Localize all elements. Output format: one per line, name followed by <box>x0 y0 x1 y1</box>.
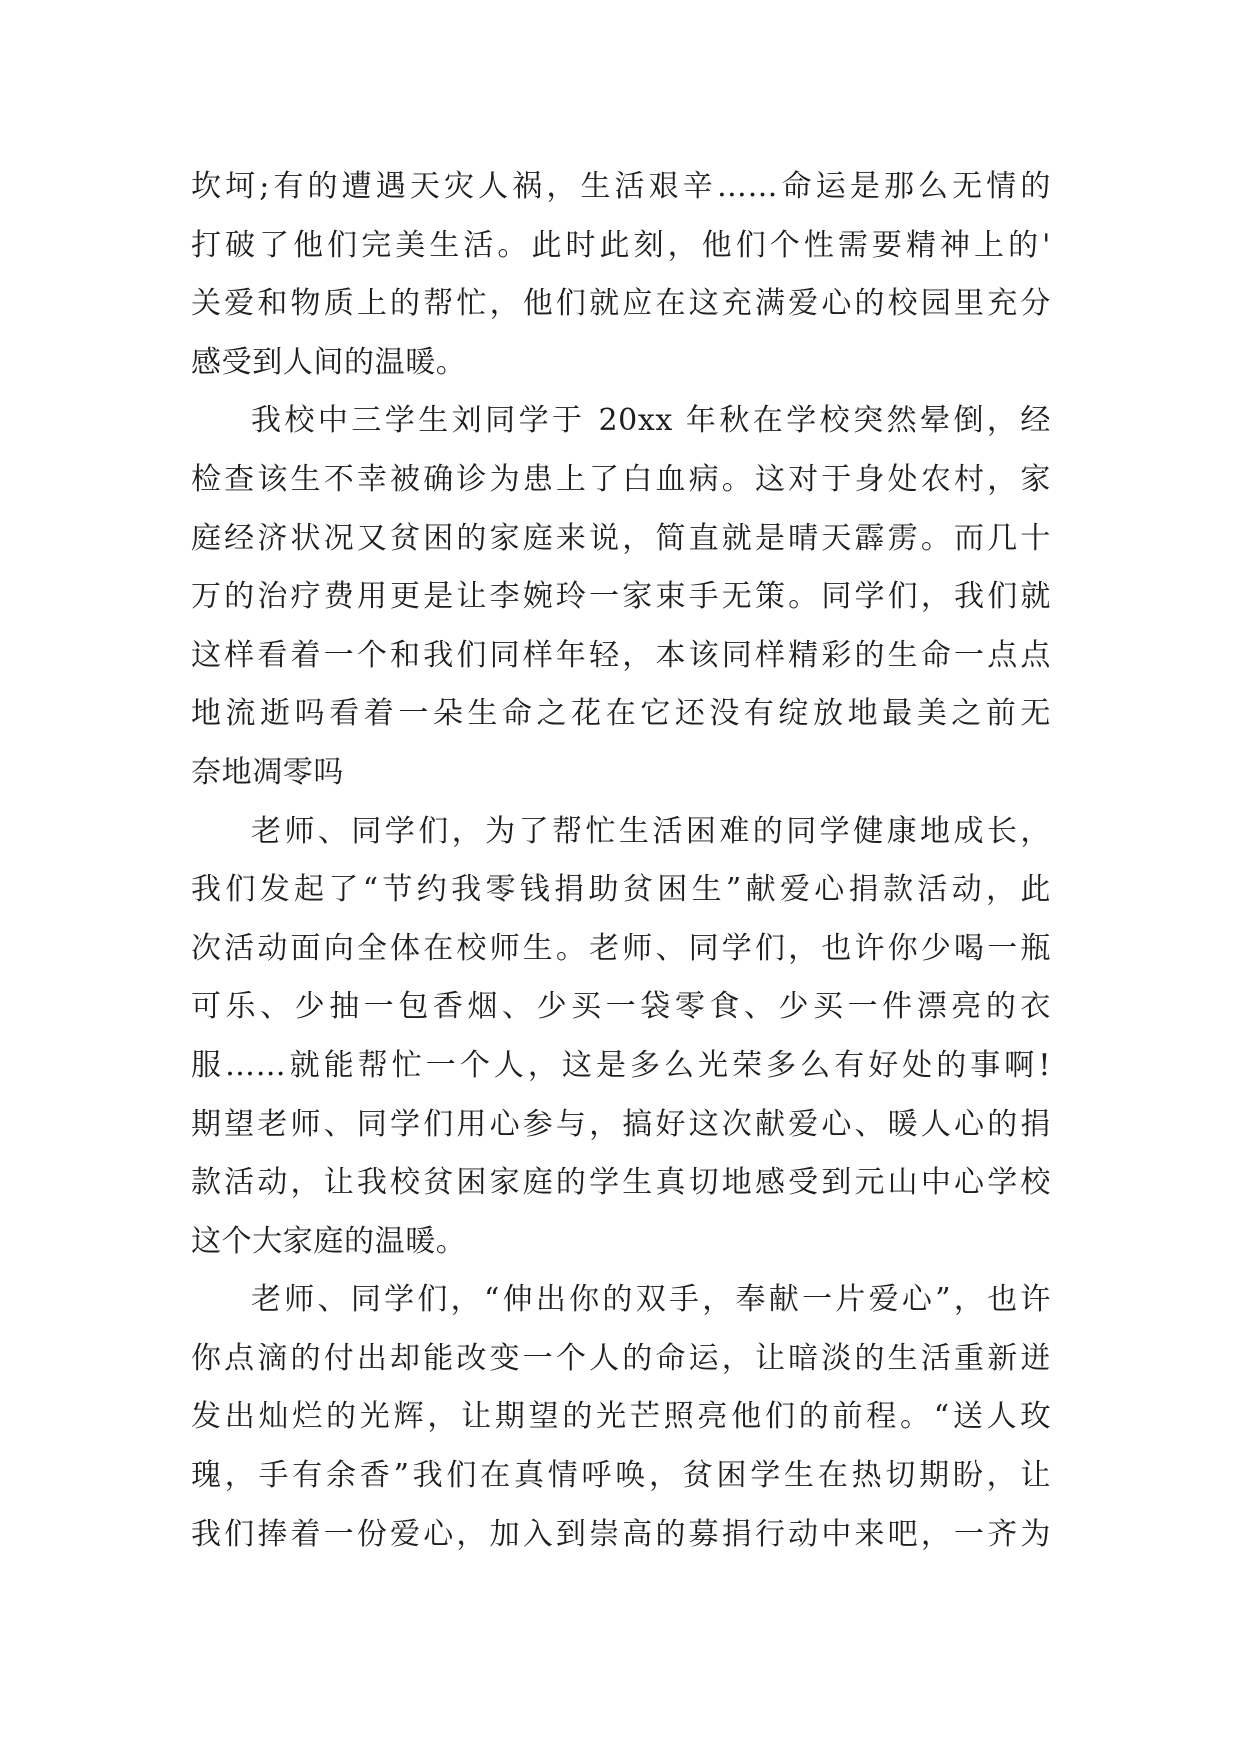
text-line: 奈地凋零吗 <box>191 754 344 790</box>
text-line: 地流逝吗看着一朵生命之花在它还没有绽放地最美之前无 <box>191 696 1051 732</box>
text-line: 感受到人间的温暖。 <box>191 344 467 380</box>
text-line: 瑰，手有余香”我们在真情呼唤，贫困学生在热切期盼，让 <box>191 1458 1051 1494</box>
text-line: 这个大家庭的温暖。 <box>191 1223 467 1259</box>
paragraph <box>191 803 1051 1272</box>
paragraph <box>191 158 1051 392</box>
text-line: 老师、同学们，“伸出你的双手，奉献一片爱心”，也许 <box>251 1282 1051 1318</box>
text-line: 款活动，让我校贫困家庭的学生真切地感受到元山中心学校 <box>191 1165 1051 1201</box>
text-line: 这样看着一个和我们同样年轻，本该同样精彩的生命一点点 <box>191 637 1051 673</box>
text-line: 老师、同学们，为了帮忙生活困难的同学健康地成长， <box>251 813 1051 849</box>
text-line: 我校中三学生刘同学于 20xx 年秋在学校突然晕倒，经 <box>251 403 1051 439</box>
text-line: 打破了他们完美生活。此时此刻，他们个性需要精神上的' <box>191 227 1051 263</box>
paragraph <box>191 392 1051 802</box>
text-line: 你点滴的付出却能改变一个人的命运，让暗淡的生活重新迸 <box>191 1340 1051 1376</box>
paragraph <box>191 1271 1051 1564</box>
text-line: 庭经济状况又贫困的家庭来说，简直就是晴天霹雳。而几十 <box>191 520 1051 556</box>
text-line: 期望老师、同学们用心参与，搞好这次献爱心、暖人心的捐 <box>191 1106 1051 1142</box>
text-line: 万的治疗费用更是让李婉玲一家束手无策。同学们，我们就 <box>191 579 1051 615</box>
text-line: 发出灿烂的光辉，让期望的光芒照亮他们的前程。“送人玫 <box>191 1399 1051 1435</box>
text-line: 坎坷;有的遭遇天灾人祸，生活艰辛……命运是那么无情的 <box>191 169 1051 204</box>
text-line: 可乐、少抽一包香烟、少买一袋零食、少买一件漂亮的衣 <box>191 989 1051 1025</box>
text-line: 关爱和物质上的帮忙，他们就应在这充满爱心的校园里充分 <box>191 286 1051 322</box>
body-text <box>191 158 1051 1564</box>
text-line: 检查该生不幸被确诊为患上了白血病。这对于身处农村，家 <box>191 461 1051 497</box>
text-line: 次活动面向全体在校师生。老师、同学们，也许你少喝一瓶 <box>191 930 1051 966</box>
text-line: 服……就能帮忙一个人，这是多么光荣多么有好处的事啊! <box>191 1047 1051 1083</box>
text-line: 我们捧着一份爱心，加入到崇高的募捐行动中来吧，一齐为 <box>191 1516 1051 1552</box>
text-line: 我们发起了“节约我零钱捐助贫困生”献爱心捐款活动，此 <box>191 872 1051 908</box>
